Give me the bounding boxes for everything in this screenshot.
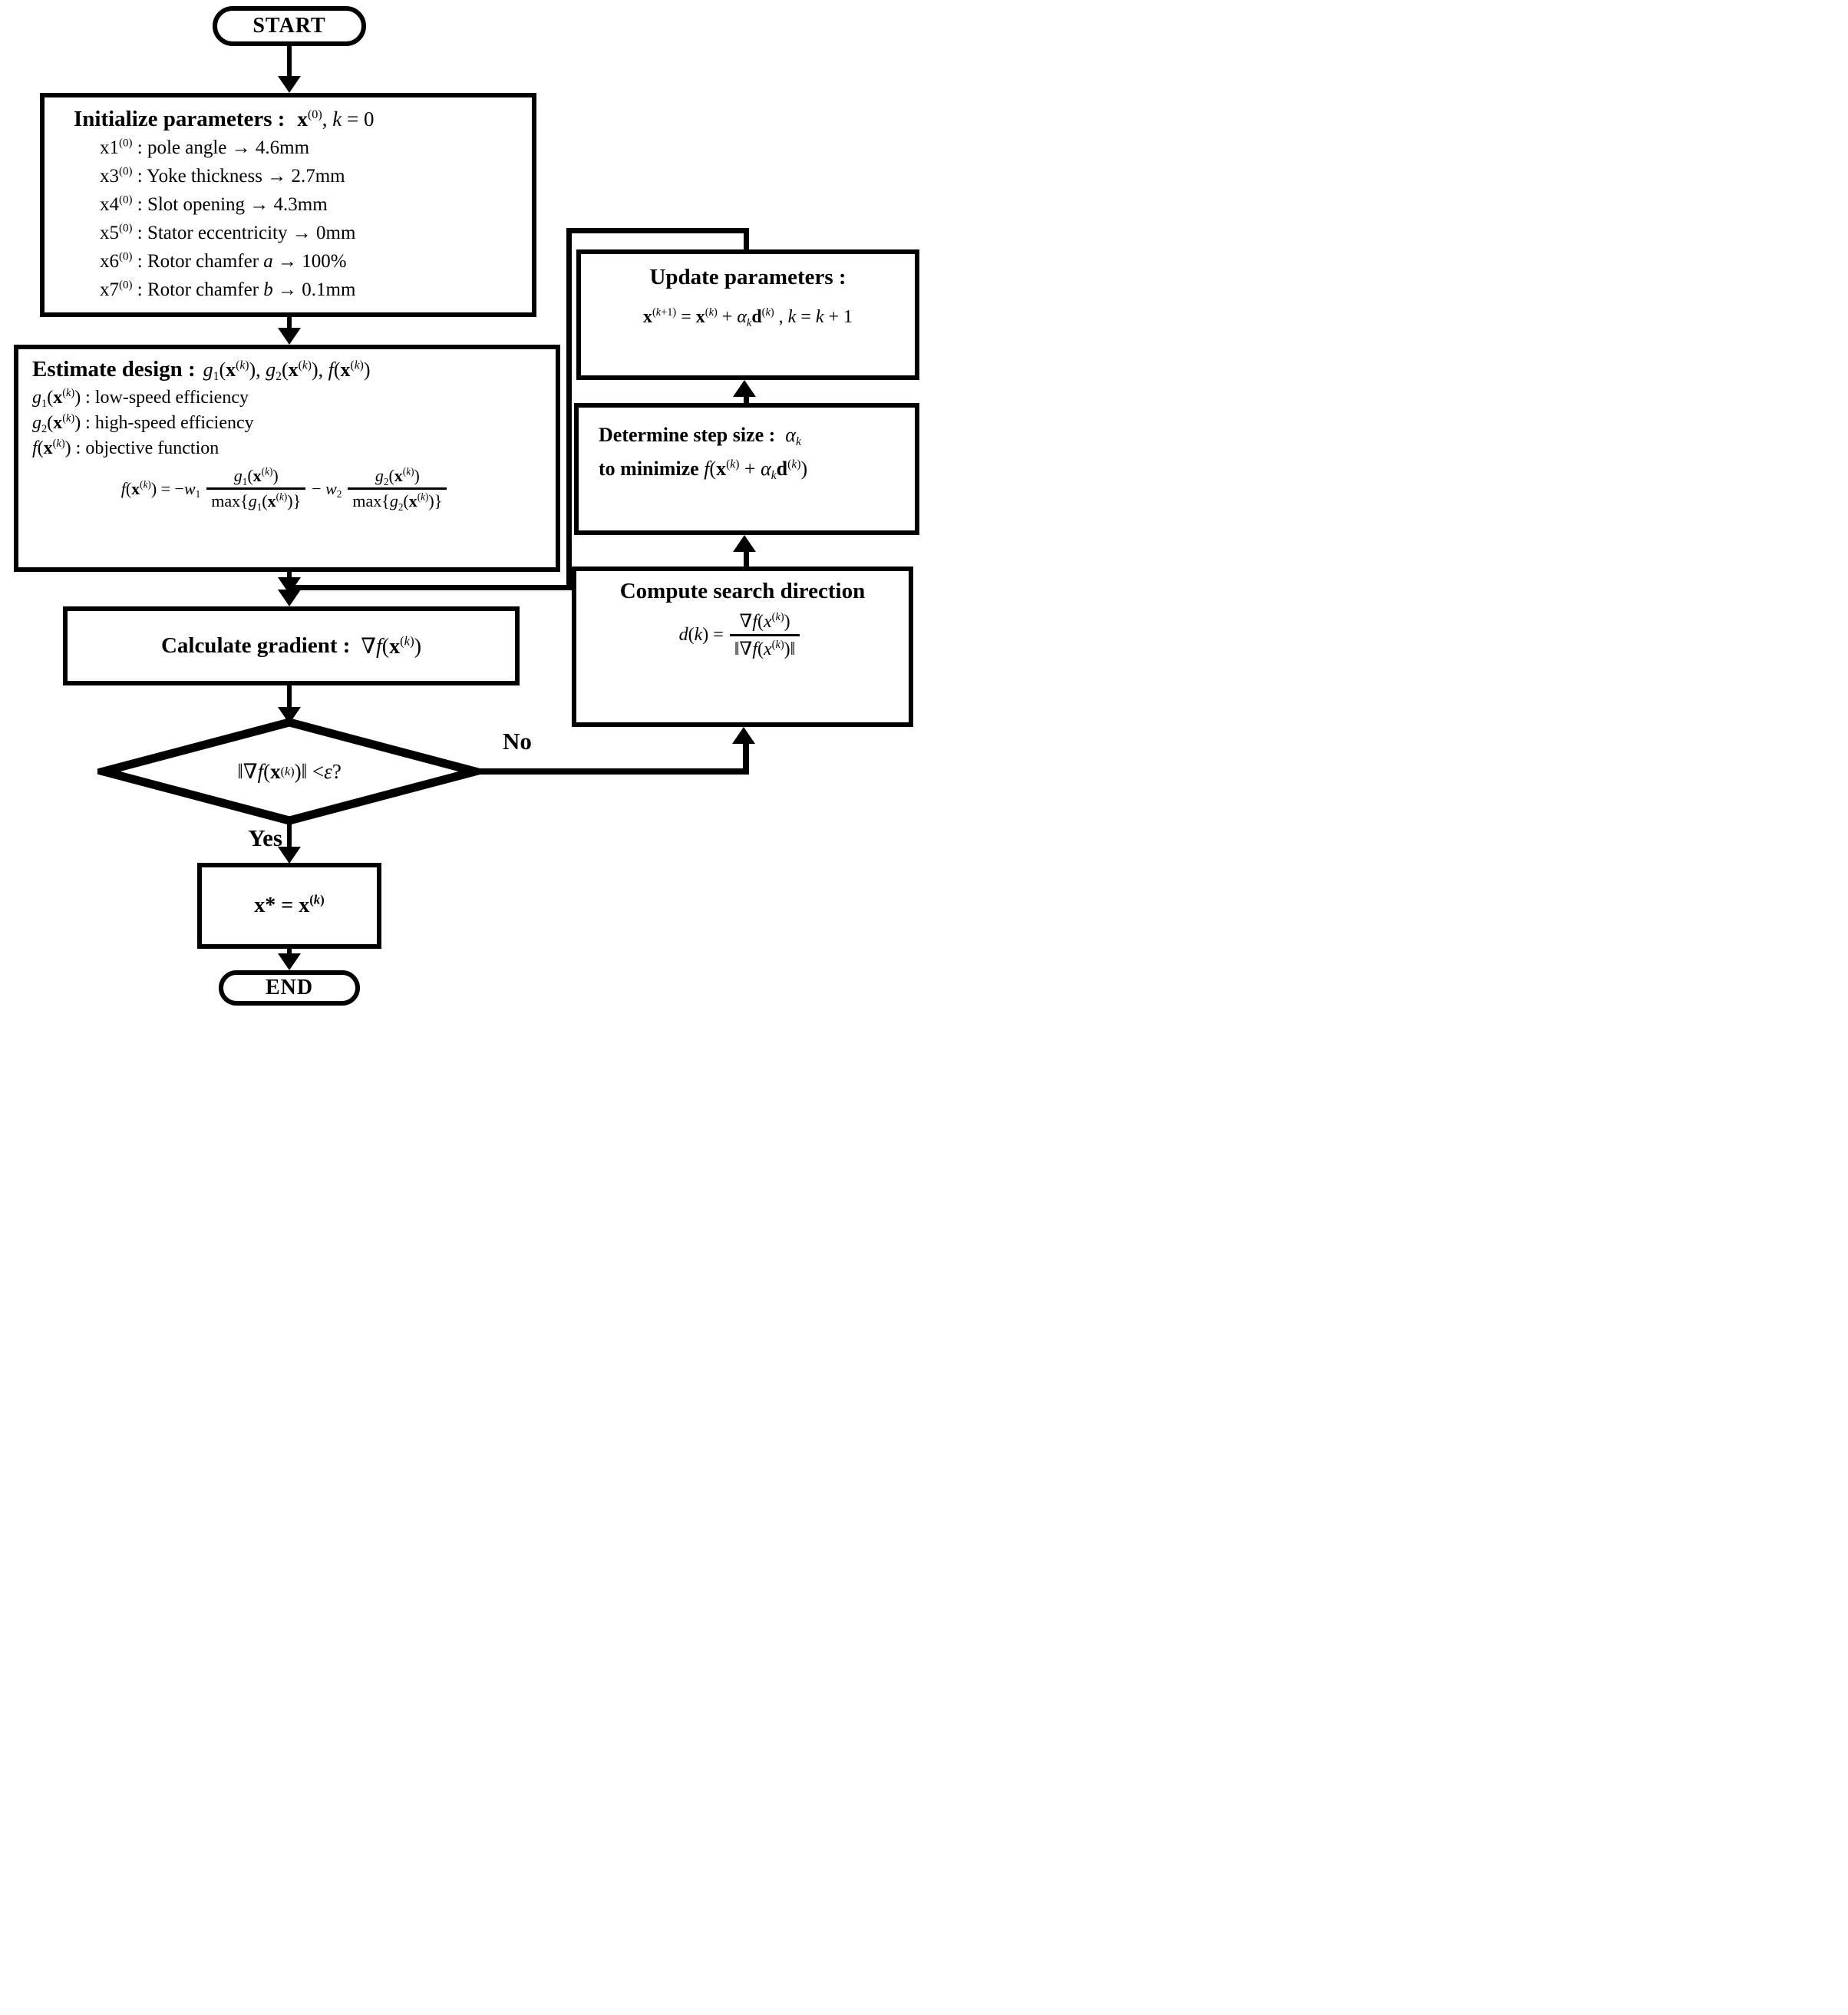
objective-frac1-denominator: $\max\{g_1(x^{(k)})\}$ <box>206 487 305 511</box>
direction-node <box>572 567 913 727</box>
param-row-x3: x3$^{(0)}$ : Yoke thickness → 2.7mm <box>100 165 345 187</box>
initialize-title-row <box>45 97 532 134</box>
direction-numerator: $\nabla f(x^{(k)})$ <box>739 611 790 632</box>
xstar-label: $x* = x^{(k)}$ <box>254 892 325 917</box>
param-row-x6: x6$^{(0)}$ : Rotor chamfer a → 100% <box>100 250 347 272</box>
start-node <box>213 6 366 46</box>
arrowhead-into-initialize <box>278 76 301 93</box>
update-node <box>576 249 919 380</box>
objective-mid: − $w_2$ <box>312 478 342 500</box>
direction-title: Compute search direction <box>619 579 866 603</box>
decision-label: ‖∇ f ( x (k) )‖ < ε ? <box>237 759 342 783</box>
arrowhead-into-update <box>733 380 756 397</box>
end-label: END <box>265 976 314 999</box>
arrowhead-into-stepsize <box>733 535 756 552</box>
objective-frac2-denominator: $\max\{g_2(x^{(k)})\}$ <box>348 487 447 511</box>
yes-branch-label: Yes <box>248 824 282 851</box>
arrowhead-into-end <box>278 953 301 970</box>
estimate-line-f: $f(x^{(k)})$ : objective function <box>32 438 219 458</box>
estimate-line-g2: $g_2(x^{(k)})$ : high-speed efficiency <box>32 412 254 436</box>
estimate-node <box>14 345 560 572</box>
update-formula: $x^{(k+1)} = x^{(k)} + \alpha_kd^{(k)}$ , k = k + 1 <box>642 306 853 330</box>
calculate-row <box>68 611 515 681</box>
no-branch-horizontal <box>473 768 749 775</box>
param-row-x7: x7$^{(0)}$ : Rotor chamfer b → 0.1mm <box>100 279 356 300</box>
stepsize-node <box>574 403 919 535</box>
objective-formula <box>18 466 556 511</box>
direction-lhs: d(k) = <box>678 625 724 645</box>
objective-fraction-2 <box>348 466 447 511</box>
feedback-line-vertical <box>566 228 572 590</box>
connector-start-initialize <box>287 46 292 78</box>
feedback-line-horizontal-upper <box>566 228 749 233</box>
arrowhead-into-calculate <box>278 590 301 606</box>
param-row-x4: x4$^{(0)}$ : Slot opening → 4.3mm <box>100 193 328 215</box>
update-title: Update parameters : <box>649 265 846 289</box>
calculate-node <box>63 606 520 685</box>
objective-frac2-numerator: $g_2(x^{(k)})$ <box>375 465 420 487</box>
estimate-title-formula: $g_1(x^{(k)})$, $g_2(x^{(k)})$, $f(x^{(k)})$ <box>203 358 371 384</box>
estimate-title-row <box>18 349 556 385</box>
objective-lhs: $f(x^{(k)}) = -w_1$ <box>120 478 201 500</box>
initialize-title-formula: $x^{(0)}$, k = 0 <box>297 107 375 130</box>
direction-denominator: $‖\nabla f(x^{(k)})‖$ <box>730 634 800 660</box>
calculate-formula: $\nabla f(x^{(k)})$ <box>361 633 422 659</box>
start-label: START <box>252 14 326 38</box>
arrowhead-into-direction <box>732 727 755 744</box>
calculate-title: Calculate gradient : <box>160 633 351 658</box>
stepsize-line-1: Determine step size : $\alpha_k$ <box>599 424 801 449</box>
flowchart-canvas <box>0 0 924 1007</box>
no-branch-label: No <box>503 728 532 755</box>
no-branch-vertical <box>743 739 749 775</box>
estimate-line-g1: $g_1(x^{(k)})$ : low-speed efficiency <box>32 387 249 411</box>
param-row-x1: x1$^{(0)}$ : pole angle → 4.6mm <box>100 137 310 158</box>
initialize-title: Initialize parameters : <box>74 107 285 131</box>
feedback-line-horizontal-lower <box>287 585 572 590</box>
estimate-title: Estimate design : <box>32 357 196 382</box>
param-row-x5: x5$^{(0)}$ : Stator eccentricity → 0mm <box>100 222 356 243</box>
direction-fraction <box>730 610 800 660</box>
objective-frac1-numerator: $g_1(x^{(k)})$ <box>233 465 279 487</box>
objective-fraction-1 <box>206 466 305 511</box>
arrowhead-into-estimate <box>278 328 301 345</box>
xstar-node <box>197 863 381 949</box>
end-node <box>219 970 360 1006</box>
stepsize-line-2: to minimize $f(x^{(k)} + \alpha_kd^{(k)})$ <box>599 458 808 483</box>
direction-formula <box>576 610 909 660</box>
initialize-node <box>40 93 536 317</box>
